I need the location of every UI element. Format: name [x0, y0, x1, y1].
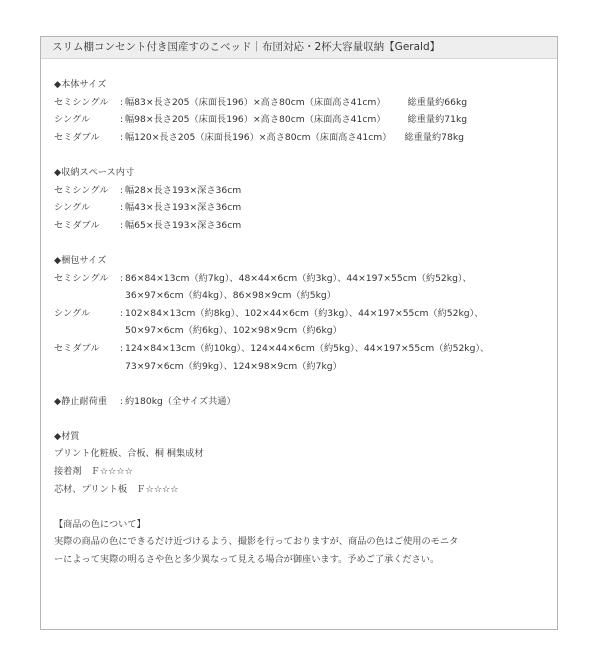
- total-weight: 総重量約66kg: [407, 96, 468, 108]
- material-line: プリント化粧板、合板、桐 桐集成材: [54, 448, 204, 460]
- storage-value: 幅65×長さ193×深さ36cm: [125, 219, 242, 231]
- package-label: セミダブル: [54, 342, 100, 354]
- storage-label: シングル: [54, 202, 91, 214]
- size-value: 幅83×長さ205（床面長196）×高さ80cm（床面高さ41cm）: [125, 96, 386, 108]
- package-label: セミシングル: [54, 272, 109, 284]
- package-heading: ◆梱包サイズ: [54, 254, 107, 266]
- size-value: 幅120×長さ205（床面長196）×高さ80cm（床面高さ41cm）: [125, 131, 392, 143]
- spec-content: [41, 59, 557, 569]
- package-line: 86×84×13cm（約7kg）、48×44×6cm（約3kg）、44×197×55cm（約52kg）、: [125, 272, 472, 284]
- package-line: 50×97×6cm（約6kg）、102×98×9cm（約6kg）: [125, 325, 342, 337]
- material-heading: ◆材質: [54, 430, 80, 442]
- package-line: 124×84×13cm（約10kg）、124×44×6cm（約5kg）、44×197×55cm（約52kg）、: [125, 342, 490, 354]
- storage-row: セミダブル : 幅65×長さ193×深さ36cm: [54, 217, 557, 235]
- size-value: 幅98×長さ205（床面長196）×高さ80cm（床面高さ41cm）: [125, 114, 386, 126]
- total-weight: 総重量約78kg: [404, 131, 464, 143]
- package-line: 36×97×6cm（約4kg）、86×98×9cm（約5kg）: [125, 290, 336, 302]
- storage-heading: ◆収納スペース内寸: [54, 166, 135, 178]
- product-title: スリム棚コンセント付き国産すのこベッド｜布団対応・2杯大容量収納【Gerald】: [41, 37, 557, 59]
- storage-value: 幅28×長さ193×深さ36cm: [125, 184, 242, 196]
- color-note-heading: 【商品の色について】: [54, 518, 146, 530]
- package-row: セミシングル : 86×84×13cm（約7kg）、48×44×6cm（約3kg）、44×197×55cm（約52kg）、: [54, 270, 557, 288]
- storage-row: セミシングル : 幅28×長さ193×深さ36cm: [54, 182, 557, 200]
- body-size-row: セミダブル : 幅120×長さ205（床面長196）×高さ80cm（床面高さ41cm） 総重量約78kg: [54, 129, 557, 147]
- storage-value: 幅43×長さ193×深さ36cm: [125, 202, 242, 214]
- size-label: シングル: [54, 114, 91, 126]
- storage-label: セミダブル: [54, 219, 100, 231]
- package-row: セミダブル : 124×84×13cm（約10kg）、124×44×6cm（約5kg）、44×197×55cm（約52kg）、: [54, 340, 557, 358]
- color-note-line: ーによって実際の明るさや色と多少異なって見える場合が御座います。予めご了承ください。: [54, 554, 440, 566]
- body-size-row: シングル : 幅98×長さ205（床面長196）×高さ80cm（床面高さ41cm） 総重量約71kg: [54, 111, 557, 129]
- package-row: シングル : 102×84×13cm（約8kg）、102×44×6cm（約3kg）、44×197×55cm（約52kg）、: [54, 305, 557, 323]
- package-line: 102×84×13cm（約8kg）、102×44×6cm（約3kg）、44×197×55cm（約52kg）、: [125, 307, 484, 319]
- total-weight: 総重量約71kg: [407, 114, 468, 126]
- material-line: 接着剤 Ｆ☆☆☆☆: [54, 466, 133, 478]
- body-size-heading: ◆本体サイズ: [54, 79, 107, 90]
- color-note-line: 実際の商品の色にできるだけ近づけるよう、撮影を行っておりますが、商品の色はご使用のモニタ: [54, 536, 459, 548]
- material-line: 芯材、プリント板 Ｆ☆☆☆☆: [54, 483, 179, 495]
- load-value: 約180kg（全サイズ共通）: [125, 395, 236, 407]
- package-label: シングル: [54, 307, 91, 319]
- package-line: 73×97×6cm（約9kg）、124×98×9cm（約7kg）: [125, 360, 342, 372]
- spec-sheet: [40, 36, 558, 630]
- size-label: セミダブル: [54, 131, 100, 143]
- size-label: セミシングル: [54, 96, 109, 108]
- load-capacity-row: ◆静止耐荷重 : 約180kg（全サイズ共通）: [54, 393, 557, 411]
- load-label: ◆静止耐荷重: [54, 395, 108, 407]
- storage-label: セミシングル: [54, 184, 109, 196]
- body-size-row: セミシングル : 幅83×長さ205（床面長196）×高さ80cm（床面高さ41cm） 総重量約66kg: [54, 94, 557, 112]
- storage-row: シングル : 幅43×長さ193×深さ36cm: [54, 199, 557, 217]
